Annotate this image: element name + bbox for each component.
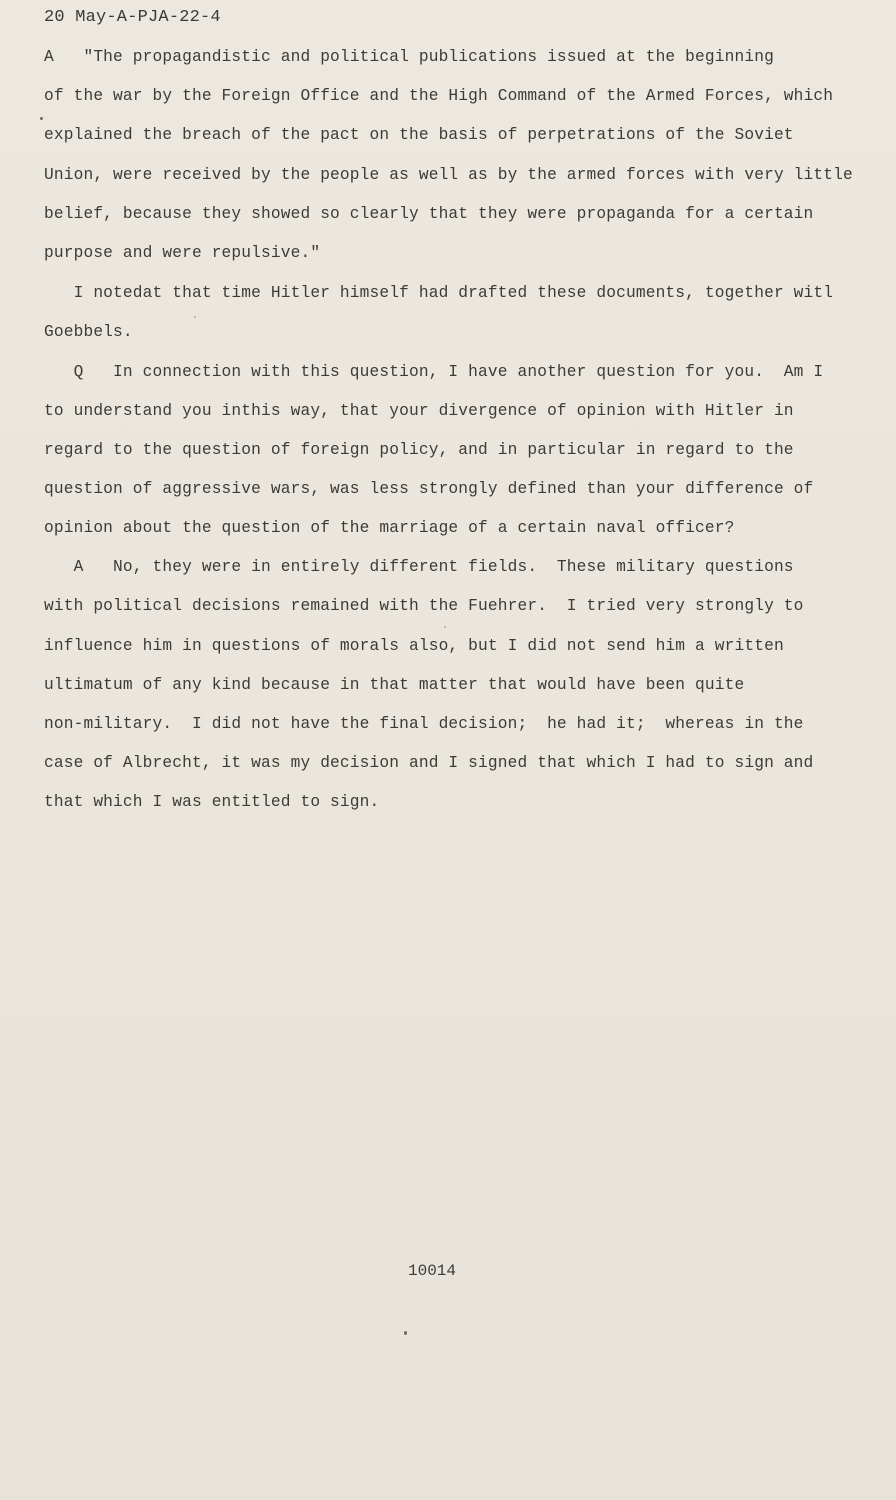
- text-line: to understand you inthis way, that your divergence of opinion with Hitler in: [44, 402, 794, 420]
- text-line: ultimatum of any kind because in that matter that would have been quite: [44, 676, 745, 694]
- text-line: Goebbels.: [44, 323, 133, 341]
- text-line: regard to the question of foreign policy, and in particular in regard to the: [44, 441, 794, 459]
- document-header: 20 May-A-PJA-22-4: [44, 8, 221, 27]
- text-line: A "The propagandistic and political publications issued at the beginning: [44, 48, 774, 66]
- text-line: belief, because they showed so clearly that they were propaganda for a certain: [44, 205, 814, 223]
- text-line: A No, they were in entirely different fields. These military questions: [44, 558, 794, 576]
- paper-speck: [40, 117, 43, 120]
- text-line: of the war by the Foreign Office and the High Command of the Armed Forces, which: [44, 87, 834, 105]
- text-line: influence him in questions of morals also, but I did not send him a written: [44, 637, 784, 655]
- page-number: 10014: [408, 1262, 457, 1280]
- paper-speck: [194, 316, 196, 318]
- paper-speck: [404, 1331, 407, 1335]
- text-line: case of Albrecht, it was my decision and I signed that which I had to sign and: [44, 754, 814, 772]
- text-line: Q In connection with this question, I have another question for you. Am I: [44, 363, 824, 381]
- text-line: Union, were received by the people as well as by the armed forces with very little: [44, 166, 853, 184]
- text-line: that which I was entitled to sign.: [44, 793, 380, 811]
- text-line: with political decisions remained with the Fuehrer. I tried very strongly to: [44, 597, 804, 615]
- paper-speck: [444, 626, 446, 628]
- text-line: opinion about the question of the marriage of a certain naval officer?: [44, 519, 735, 537]
- text-line: I notedat that time Hitler himself had drafted these documents, together witl: [44, 284, 834, 302]
- text-line: question of aggressive wars, was less strongly defined than your difference of: [44, 480, 814, 498]
- text-line: non-military. I did not have the final decision; he had it; whereas in the: [44, 715, 804, 733]
- text-line: explained the breach of the pact on the basis of perpetrations of the Soviet: [44, 126, 794, 144]
- text-line: purpose and were repulsive.": [44, 244, 321, 262]
